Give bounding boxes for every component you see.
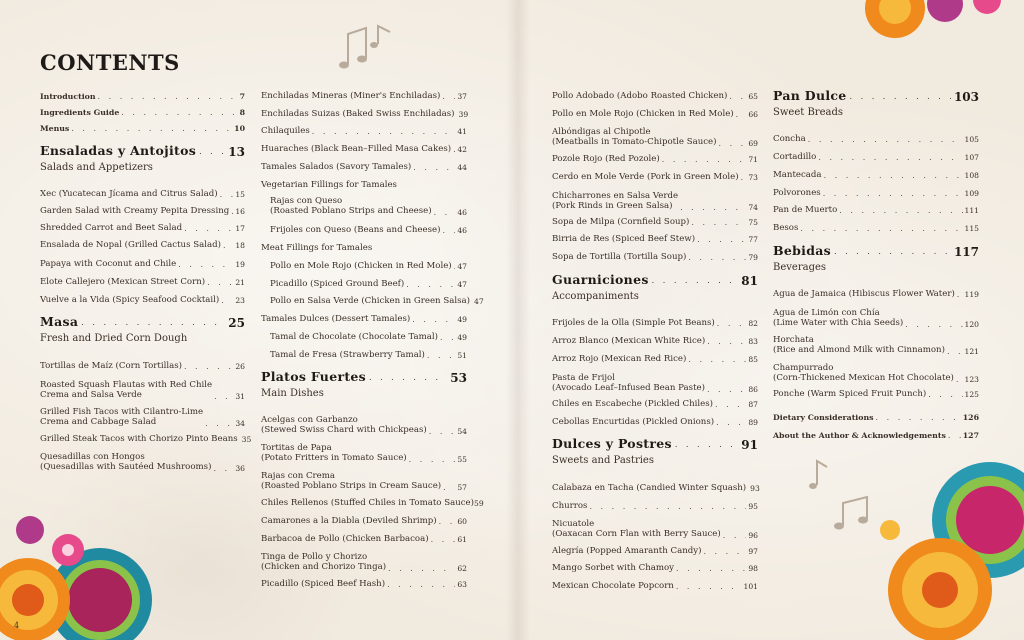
section-heading[interactable]: Ensaladas y Antojitos . . . 13	[40, 145, 245, 158]
toc-entry[interactable]: Arroz Rojo (Mexican Red Rice) . . . 85	[552, 355, 758, 364]
section-heading[interactable]: Masa . . . 25	[40, 316, 245, 329]
toc-entry[interactable]: Pollo Adobado (Adobo Roasted Chicken) . . . 65	[552, 92, 758, 101]
toc-entry[interactable]: Ponche (Warm Spiced Fruit Punch) . . . 125	[773, 390, 979, 399]
toc-entry[interactable]: Barbacoa de Pollo (Chicken Barbacoa) . . . 61	[261, 535, 467, 544]
toc-entry[interactable]: Mexican Chocolate Popcorn . . . 101	[552, 582, 758, 591]
toc-entry[interactable]: Enchiladas Suizas (Baked Swiss Enchiladas) 39	[261, 109, 469, 119]
section-subtitle: Accompaniments	[552, 291, 639, 302]
page-title: CONTENTS	[40, 50, 180, 75]
section-subtitle: Beverages	[773, 262, 827, 273]
book-gutter	[506, 0, 530, 640]
toc-entry[interactable]: Frijoles de la Olla (Simple Pot Beans) . . . 82	[552, 319, 758, 328]
toc-entry[interactable]: Rajas con Crema (Roasted Poblano Strips in Cream Sauce) . . . 57	[261, 471, 467, 492]
toc-entry[interactable]: Enchiladas Mineras (Miner's Enchiladas) . . . 37	[261, 92, 467, 101]
toc-entry[interactable]: Nicuatole (Oaxacan Corn Flan with Berry Sauce) . . . 96	[552, 519, 758, 540]
toc-entry[interactable]: Ingredients Guide . . . 8	[40, 109, 245, 117]
toc-entry[interactable]: Chiles en Escabeche (Pickled Chiles) . . . 87	[552, 400, 758, 409]
page-number: 4	[14, 621, 20, 630]
toc-entry[interactable]: Tamal de Chocolate (Chocolate Tamal) . . . 49	[261, 333, 467, 342]
subsection-label: Meat Fillings for Tamales	[261, 243, 373, 253]
toc-entry[interactable]: Elote Callejero (Mexican Street Corn) . . . 21	[40, 278, 245, 287]
section-heading[interactable]: Platos Fuertes . . . 53	[261, 371, 467, 384]
flower-decoration-icon	[855, 0, 1024, 45]
toc-entry[interactable]: Albóndigas al Chipotle (Meatballs in Tomato-Chipotle Sauce) . . . 69	[552, 127, 758, 148]
subsection-label: Vegetarian Fillings for Tamales	[261, 180, 397, 190]
toc-entry[interactable]: Roasted Squash Flautas with Red Chile Crema and Salsa Verde . . . 31	[40, 380, 245, 401]
toc-entry[interactable]: Quesadillas con Hongos (Quesadillas with Sautéed Mushrooms) . . . 36	[40, 452, 245, 473]
toc-entry[interactable]: Sopa de Milpa (Cornfield Soup) . . . 75	[552, 218, 758, 227]
toc-entry[interactable]: Tamales Dulces (Dessert Tamales) . . . 49	[261, 315, 467, 324]
music-notes-icon	[805, 455, 875, 535]
section-heading[interactable]: Guarniciones . . . 81	[552, 274, 758, 287]
toc-entry[interactable]: Dietary Considerations . . . 126	[773, 414, 979, 422]
toc-entry[interactable]: Agua de Jamaica (Hibiscus Flower Water) . . . 119	[773, 290, 979, 299]
toc-entry[interactable]: Grilled Steak Tacos with Chorizo Pinto Beans 35	[40, 434, 252, 444]
flower-decoration-icon	[0, 505, 180, 640]
toc-entry[interactable]: Menus . . . 10	[40, 125, 245, 133]
toc-entry[interactable]: Pollo en Mole Rojo (Chicken in Red Mole) . . . 47	[261, 262, 467, 271]
toc-entry[interactable]: Polvorones . . . 109	[773, 189, 979, 198]
toc-entry[interactable]: Cerdo en Mole Verde (Pork in Green Mole) . . . 73	[552, 173, 758, 182]
toc-entry[interactable]: Introduction . . . 7	[40, 93, 245, 101]
toc-entry[interactable]: Chiles Rellenos (Stuffed Chiles in Tomato Sauce) 59	[261, 498, 484, 508]
toc-entry[interactable]: Garden Salad with Creamy Pepita Dressing . . . 16	[40, 207, 245, 216]
toc-entry[interactable]: Papaya with Coconut and Chile . . . 19	[40, 260, 245, 269]
section-heading[interactable]: Dulces y Postres . . . 91	[552, 438, 758, 451]
toc-entry[interactable]: Sopa de Tortilla (Tortilla Soup) . . . 79	[552, 253, 758, 262]
toc-entry[interactable]: Mango Sorbet with Chamoy . . . 98	[552, 564, 758, 573]
toc-entry[interactable]: Arroz Blanco (Mexican White Rice) . . . 83	[552, 337, 758, 346]
section-subtitle: Fresh and Dried Corn Dough	[40, 333, 188, 344]
toc-entry[interactable]: About the Author & Acknowledgements . . . 127	[773, 432, 979, 440]
toc-entry[interactable]: Champurrado (Corn-Thickened Mexican Hot Chocolate) . . . 123	[773, 363, 979, 384]
toc-entry[interactable]: Tamales Salados (Savory Tamales) . . . 44	[261, 163, 467, 172]
toc-entry[interactable]: Pan de Muerto . . . 111	[773, 206, 979, 215]
toc-entry[interactable]: Horchata (Rice and Almond Milk with Cinnamon) . . . 121	[773, 335, 979, 356]
toc-entry[interactable]: Tamal de Fresa (Strawberry Tamal) . . . 51	[261, 351, 467, 360]
toc-entry[interactable]: Alegría (Popped Amaranth Candy) . . . 97	[552, 547, 758, 556]
toc-entry[interactable]: Chicharrones en Salsa Verde (Pork Rinds in Green Salsa) . . . 74	[552, 191, 758, 212]
flower-decoration-icon	[870, 460, 1024, 640]
toc-entry[interactable]: Agua de Limón con Chía (Lime Water with Chia Seeds) . . . 120	[773, 308, 979, 329]
toc-entry[interactable]: Mantecada . . . 108	[773, 171, 979, 180]
section-heading[interactable]: Bebidas . . . 117	[773, 245, 979, 258]
toc-entry[interactable]: Frijoles con Queso (Beans and Cheese) . . . 46	[261, 226, 467, 235]
toc-entry[interactable]: Vuelve a la Vida (Spicy Seafood Cocktail) . . . 23	[40, 296, 245, 305]
toc-entry[interactable]: Grilled Fish Tacos with Cilantro-Lime Crema and Cabbage Salad . . . 34	[40, 407, 245, 428]
section-subtitle: Salads and Appetizers	[40, 162, 153, 173]
toc-entry[interactable]: Pasta de Frijol (Avocado Leaf–Infused Bean Paste) . . . 86	[552, 373, 758, 394]
toc-entry[interactable]: Xec (Yucatecan Jícama and Citrus Salad) . . . 15	[40, 190, 245, 199]
toc-entry[interactable]: Pozole Rojo (Red Pozole) . . . 71	[552, 155, 758, 164]
toc-entry[interactable]: Tortitas de Papa (Potato Fritters in Tomato Sauce) . . . 55	[261, 443, 467, 464]
toc-entry[interactable]: Shredded Carrot and Beet Salad . . . 17	[40, 224, 245, 233]
toc-entry[interactable]: Churros . . . 95	[552, 502, 758, 511]
section-subtitle: Sweets and Pastries	[552, 455, 654, 466]
toc-entry[interactable]: Besos . . . 115	[773, 224, 979, 233]
toc-entry[interactable]: Tortillas de Maíz (Corn Tortillas) . . . 26	[40, 362, 245, 371]
toc-entry[interactable]: Calabaza en Tacha (Candied Winter Squash) 93	[552, 483, 760, 493]
section-subtitle: Sweet Breads	[773, 107, 843, 118]
toc-entry[interactable]: Pollo en Salsa Verde (Chicken in Green Salsa) 47	[270, 296, 484, 306]
music-notes-icon	[330, 20, 400, 80]
toc-entry[interactable]: Cortadillo . . . 107	[773, 153, 979, 162]
toc-entry[interactable]: Acelgas con Garbanzo (Stewed Swiss Chard with Chickpeas) . . . 54	[261, 415, 467, 436]
toc-entry[interactable]: Camarones a la Diabla (Deviled Shrimp) . . . 60	[261, 517, 467, 526]
toc-entry[interactable]: Picadillo (Spiced Ground Beef) . . . 47	[261, 280, 467, 289]
toc-entry[interactable]: Chilaquiles . . . 41	[261, 127, 467, 136]
toc-entry[interactable]: Ensalada de Nopal (Grilled Cactus Salad) . . . 18	[40, 241, 245, 250]
toc-entry[interactable]: Tinga de Pollo y Chorizo (Chicken and Chorizo Tinga) . . . 62	[261, 552, 467, 573]
toc-entry[interactable]: Concha . . . 105	[773, 135, 979, 144]
toc-entry[interactable]: Pollo en Mole Rojo (Chicken in Red Mole) . . . 66	[552, 110, 758, 119]
toc-entry[interactable]: Cebollas Encurtidas (Pickled Onions) . . . 89	[552, 418, 758, 427]
toc-entry[interactable]: Picadillo (Spiced Beef Hash) . . . 63	[261, 580, 467, 589]
toc-entry[interactable]: Huaraches (Black Bean–Filled Masa Cakes) . . . 42	[261, 145, 467, 154]
section-subtitle: Main Dishes	[261, 388, 324, 399]
toc-entry[interactable]: Rajas con Queso (Roasted Poblano Strips and Cheese) . . . 46	[261, 196, 467, 217]
toc-entry[interactable]: Birria de Res (Spiced Beef Stew) . . . 77	[552, 235, 758, 244]
section-heading[interactable]: Pan Dulce . . . 103	[773, 90, 979, 103]
